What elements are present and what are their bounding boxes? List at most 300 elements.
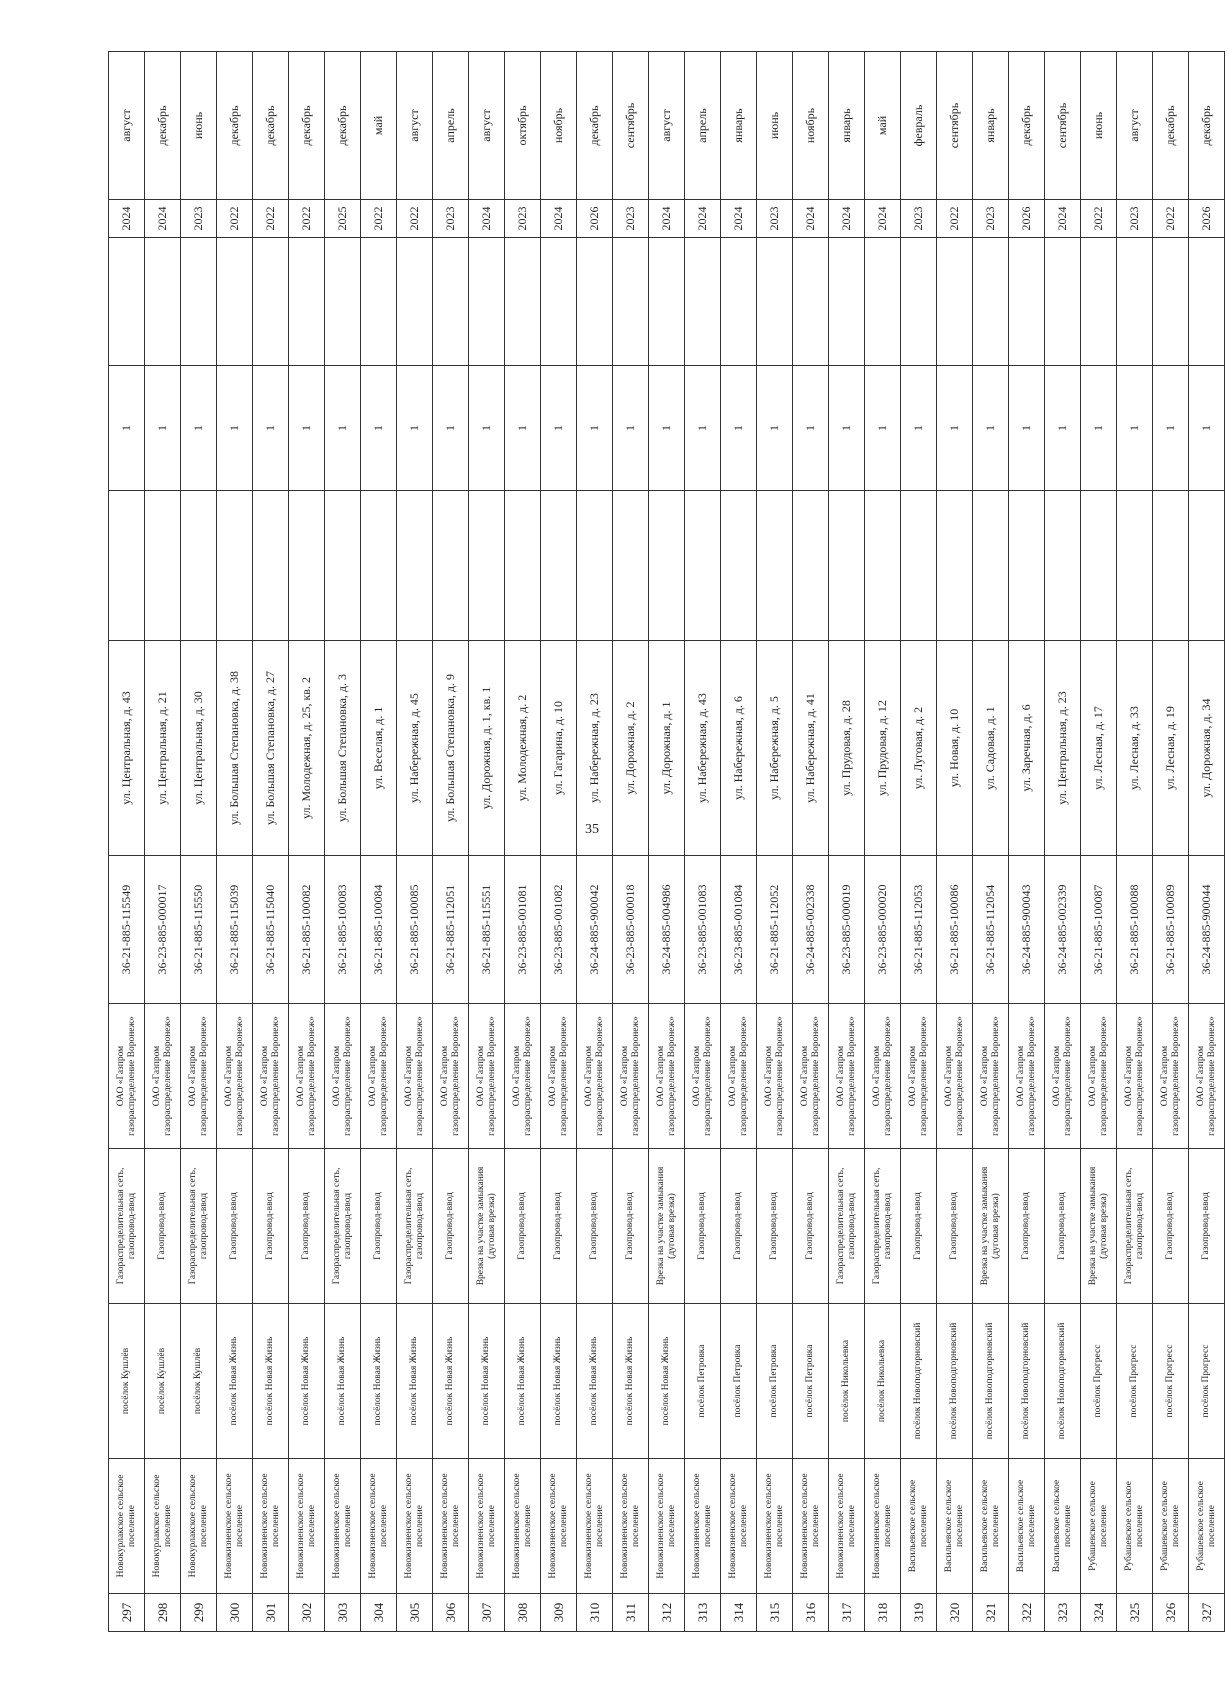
blank-cell bbox=[541, 238, 577, 366]
registry-code-cell: 36-24-885-900042 bbox=[577, 856, 613, 1004]
year-cell: 2024 bbox=[793, 200, 829, 238]
owner-cell: ОАО «Газпром газораспределение Воронеж» bbox=[577, 1004, 613, 1149]
settlement-cell: Рубашевское сельское поселение bbox=[1189, 1459, 1225, 1594]
address-cell: ул. Прудовая, д. 12 bbox=[865, 641, 901, 856]
locality-cell: посёлок Новая Жизнь bbox=[433, 1304, 469, 1459]
blank-cell bbox=[109, 491, 145, 641]
settlement-cell: Новожизненское сельское поселение bbox=[505, 1459, 541, 1594]
locality-cell: посёлок Новая Жизнь bbox=[541, 1304, 577, 1459]
blank-cell bbox=[865, 491, 901, 641]
quantity-cell: 1 bbox=[253, 366, 289, 491]
address-cell: ул. Центральная, д. 23 bbox=[1045, 641, 1081, 856]
row-number: 317 bbox=[829, 1594, 865, 1632]
quantity-cell: 1 bbox=[937, 366, 973, 491]
table-row bbox=[217, 52, 253, 1632]
registry-code-cell: 36-21-885-115550 bbox=[181, 856, 217, 1004]
blank-cell bbox=[649, 238, 685, 366]
settlement-cell: Васильевское сельское поселение bbox=[901, 1459, 937, 1594]
registry-code-cell: 36-21-885-115039 bbox=[217, 856, 253, 1004]
object-type-cell: Газопровод-ввод bbox=[289, 1149, 325, 1304]
month-cell: декабрь bbox=[289, 52, 325, 200]
table-row bbox=[577, 52, 613, 1632]
blank-cell bbox=[289, 238, 325, 366]
blank-cell bbox=[325, 491, 361, 641]
blank-cell bbox=[109, 238, 145, 366]
locality-cell: посёлок Прогресс bbox=[1081, 1304, 1117, 1459]
address-cell: ул. Молодежная, д. 25, кв. 2 bbox=[289, 641, 325, 856]
rotated-table-container bbox=[108, 52, 1228, 1632]
blank-cell bbox=[505, 238, 541, 366]
settlement-cell: Новожизненское сельское поселение bbox=[469, 1459, 505, 1594]
month-cell: июнь bbox=[757, 52, 793, 200]
quantity-cell: 1 bbox=[541, 366, 577, 491]
blank-cell bbox=[901, 238, 937, 366]
blank-cell bbox=[577, 238, 613, 366]
object-type-cell: Газораспределительная сеть, газопровод-ввод bbox=[181, 1149, 217, 1304]
month-cell: декабрь bbox=[325, 52, 361, 200]
blank-cell bbox=[649, 491, 685, 641]
quantity-cell: 1 bbox=[217, 366, 253, 491]
owner-cell: ОАО «Газпром газораспределение Воронеж» bbox=[1117, 1004, 1153, 1149]
quantity-cell: 1 bbox=[649, 366, 685, 491]
owner-cell: ОАО «Газпром газораспределение Воронеж» bbox=[685, 1004, 721, 1149]
owner-cell: ОАО «Газпром газораспределение Воронеж» bbox=[1189, 1004, 1225, 1149]
blank-cell bbox=[901, 491, 937, 641]
blank-cell bbox=[433, 491, 469, 641]
gas-connections-table bbox=[108, 51, 1225, 1632]
locality-cell: посёлок Новоподгорновский bbox=[973, 1304, 1009, 1459]
year-cell: 2024 bbox=[829, 200, 865, 238]
month-cell: декабрь bbox=[1009, 52, 1045, 200]
owner-cell: ОАО «Газпром газораспределение Воронеж» bbox=[469, 1004, 505, 1149]
blank-cell bbox=[757, 491, 793, 641]
locality-cell: посёлок Новая Жизнь bbox=[253, 1304, 289, 1459]
locality-cell: посёлок Новоподгорновский bbox=[1045, 1304, 1081, 1459]
quantity-cell: 1 bbox=[829, 366, 865, 491]
object-type-cell: Газораспределительная сеть, газопровод-ввод bbox=[829, 1149, 865, 1304]
settlement-cell: Новожизненское сельское поселение bbox=[829, 1459, 865, 1594]
settlement-cell: Новожизненское сельское поселение bbox=[253, 1459, 289, 1594]
registry-code-cell: 36-23-885-000019 bbox=[829, 856, 865, 1004]
address-cell: ул. Садовая, д. 1 bbox=[973, 641, 1009, 856]
month-cell: ноябрь bbox=[541, 52, 577, 200]
table-row bbox=[685, 52, 721, 1632]
settlement-cell: Васильевское сельское поселение bbox=[1045, 1459, 1081, 1594]
quantity-cell: 1 bbox=[973, 366, 1009, 491]
object-type-cell: Газопровод-ввод bbox=[757, 1149, 793, 1304]
locality-cell: посёлок Петровка bbox=[793, 1304, 829, 1459]
table-row bbox=[1009, 52, 1045, 1632]
year-cell: 2023 bbox=[1117, 200, 1153, 238]
owner-cell: ОАО «Газпром газораспределение Воронеж» bbox=[1045, 1004, 1081, 1149]
object-type-cell: Газораспределительная сеть, газопровод-ввод bbox=[325, 1149, 361, 1304]
registry-code-cell: 36-21-885-112051 bbox=[433, 856, 469, 1004]
object-type-cell: Газопровод-ввод bbox=[1009, 1149, 1045, 1304]
table-row bbox=[613, 52, 649, 1632]
blank-cell bbox=[577, 491, 613, 641]
blank-cell bbox=[217, 238, 253, 366]
blank-cell bbox=[1153, 491, 1189, 641]
registry-code-cell: 36-21-885-112052 bbox=[757, 856, 793, 1004]
address-cell: ул. Центральная, д. 30 bbox=[181, 641, 217, 856]
owner-cell: ОАО «Газпром газораспределение Воронеж» bbox=[613, 1004, 649, 1149]
settlement-cell: Новожизненское сельское поселение bbox=[865, 1459, 901, 1594]
blank-cell bbox=[1189, 491, 1225, 641]
address-cell: ул. Новая, д. 10 bbox=[937, 641, 973, 856]
settlement-cell: Новожизненское сельское поселение bbox=[217, 1459, 253, 1594]
table-row bbox=[433, 52, 469, 1632]
row-number: 298 bbox=[145, 1594, 181, 1632]
locality-cell: посёлок Новоподгорновский bbox=[937, 1304, 973, 1459]
blank-cell bbox=[793, 238, 829, 366]
month-cell: сентябрь bbox=[937, 52, 973, 200]
blank-cell bbox=[289, 491, 325, 641]
blank-cell bbox=[541, 491, 577, 641]
registry-code-cell: 36-21-885-115551 bbox=[469, 856, 505, 1004]
settlement-cell: Новожизненское сельское поселение bbox=[577, 1459, 613, 1594]
month-cell: декабрь bbox=[577, 52, 613, 200]
blank-cell bbox=[1045, 238, 1081, 366]
address-cell: ул. Дорожная, д. 2 bbox=[613, 641, 649, 856]
year-cell: 2023 bbox=[433, 200, 469, 238]
month-cell: февраль bbox=[901, 52, 937, 200]
quantity-cell: 1 bbox=[793, 366, 829, 491]
row-number: 323 bbox=[1045, 1594, 1081, 1632]
object-type-cell: Врезка на участке замыкания (дуговая врезка) bbox=[469, 1149, 505, 1304]
quantity-cell: 1 bbox=[145, 366, 181, 491]
table-row bbox=[469, 52, 505, 1632]
year-cell: 2024 bbox=[721, 200, 757, 238]
table-row bbox=[1117, 52, 1153, 1632]
locality-cell: посёлок Прогресс bbox=[1153, 1304, 1189, 1459]
owner-cell: ОАО «Газпром газораспределение Воронеж» bbox=[181, 1004, 217, 1149]
locality-cell: посёлок Новая Жизнь bbox=[469, 1304, 505, 1459]
row-number: 308 bbox=[505, 1594, 541, 1632]
owner-cell: ОАО «Газпром газораспределение Воронеж» bbox=[1009, 1004, 1045, 1149]
month-cell: август bbox=[469, 52, 505, 200]
owner-cell: ОАО «Газпром газораспределение Воронеж» bbox=[649, 1004, 685, 1149]
owner-cell: ОАО «Газпром газораспределение Воронеж» bbox=[901, 1004, 937, 1149]
address-cell: ул. Большая Степановка, д. 9 bbox=[433, 641, 469, 856]
blank-cell bbox=[685, 238, 721, 366]
row-number: 305 bbox=[397, 1594, 433, 1632]
locality-cell: посёлок Никольевка bbox=[865, 1304, 901, 1459]
table-row bbox=[541, 52, 577, 1632]
quantity-cell: 1 bbox=[469, 366, 505, 491]
month-cell: июнь bbox=[1081, 52, 1117, 200]
object-type-cell: Газопровод-ввод bbox=[1153, 1149, 1189, 1304]
settlement-cell: Васильевское сельское поселение bbox=[1009, 1459, 1045, 1594]
blank-cell bbox=[973, 491, 1009, 641]
blank-cell bbox=[361, 238, 397, 366]
address-cell: ул. Набережная, д. 5 bbox=[757, 641, 793, 856]
owner-cell: ОАО «Газпром газораспределение Воронеж» bbox=[361, 1004, 397, 1149]
blank-cell bbox=[1009, 491, 1045, 641]
month-cell: сентябрь bbox=[1045, 52, 1081, 200]
registry-code-cell: 36-23-885-001083 bbox=[685, 856, 721, 1004]
row-number: 319 bbox=[901, 1594, 937, 1632]
registry-code-cell: 36-21-885-100084 bbox=[361, 856, 397, 1004]
blank-cell bbox=[613, 491, 649, 641]
table-row bbox=[721, 52, 757, 1632]
owner-cell: ОАО «Газпром газораспределение Воронеж» bbox=[325, 1004, 361, 1149]
registry-code-cell: 36-23-885-000017 bbox=[145, 856, 181, 1004]
blank-cell bbox=[361, 491, 397, 641]
quantity-cell: 1 bbox=[1081, 366, 1117, 491]
blank-cell bbox=[685, 491, 721, 641]
blank-cell bbox=[1009, 238, 1045, 366]
year-cell: 2022 bbox=[1081, 200, 1117, 238]
object-type-cell: Газопровод-ввод bbox=[145, 1149, 181, 1304]
month-cell: май bbox=[361, 52, 397, 200]
locality-cell: посёлок Прогресс bbox=[1189, 1304, 1225, 1459]
quantity-cell: 1 bbox=[613, 366, 649, 491]
blank-cell bbox=[1081, 491, 1117, 641]
blank-cell bbox=[145, 491, 181, 641]
object-type-cell: Газопровод-ввод bbox=[901, 1149, 937, 1304]
object-type-cell: Газопровод-ввод bbox=[721, 1149, 757, 1304]
object-type-cell: Врезка на участке замыкания (дуговая врезка) bbox=[1081, 1149, 1117, 1304]
month-cell: январь bbox=[973, 52, 1009, 200]
owner-cell: ОАО «Газпром газораспределение Воронеж» bbox=[793, 1004, 829, 1149]
settlement-cell: Новокурлакское сельское поселение bbox=[181, 1459, 217, 1594]
object-type-cell: Врезка на участке замыкания (дуговая врезка) bbox=[973, 1149, 1009, 1304]
year-cell: 2023 bbox=[757, 200, 793, 238]
table-row bbox=[1153, 52, 1189, 1632]
year-cell: 2022 bbox=[1153, 200, 1189, 238]
quantity-cell: 1 bbox=[685, 366, 721, 491]
row-number: 299 bbox=[181, 1594, 217, 1632]
registry-code-cell: 36-21-885-115040 bbox=[253, 856, 289, 1004]
settlement-cell: Новожизненское сельское поселение bbox=[397, 1459, 433, 1594]
quantity-cell: 1 bbox=[721, 366, 757, 491]
address-cell: ул. Набережная, д. 45 bbox=[397, 641, 433, 856]
object-type-cell: Газопровод-ввод bbox=[253, 1149, 289, 1304]
object-type-cell: Газопровод-ввод bbox=[361, 1149, 397, 1304]
registry-code-cell: 36-24-885-900044 bbox=[1189, 856, 1225, 1004]
year-cell: 2022 bbox=[397, 200, 433, 238]
blank-cell bbox=[973, 238, 1009, 366]
locality-cell: посёлок Петровка bbox=[721, 1304, 757, 1459]
month-cell: ноябрь bbox=[793, 52, 829, 200]
registry-code-cell: 36-21-885-100083 bbox=[325, 856, 361, 1004]
address-cell: ул. Дорожная, д. 34 bbox=[1189, 641, 1225, 856]
owner-cell: ОАО «Газпром газораспределение Воронеж» bbox=[109, 1004, 145, 1149]
blank-cell bbox=[829, 238, 865, 366]
settlement-cell: Рубашевское сельское поселение bbox=[1117, 1459, 1153, 1594]
registry-code-cell: 36-21-885-100086 bbox=[937, 856, 973, 1004]
row-number: 300 bbox=[217, 1594, 253, 1632]
registry-code-cell: 36-24-885-004986 bbox=[649, 856, 685, 1004]
registry-code-cell: 36-24-885-900043 bbox=[1009, 856, 1045, 1004]
quantity-cell: 1 bbox=[1153, 366, 1189, 491]
owner-cell: ОАО «Газпром газораспределение Воронеж» bbox=[757, 1004, 793, 1149]
quantity-cell: 1 bbox=[325, 366, 361, 491]
blank-cell bbox=[1081, 238, 1117, 366]
year-cell: 2024 bbox=[865, 200, 901, 238]
blank-cell bbox=[217, 491, 253, 641]
row-number: 312 bbox=[649, 1594, 685, 1632]
blank-cell bbox=[145, 238, 181, 366]
blank-cell bbox=[433, 238, 469, 366]
month-cell: июнь bbox=[181, 52, 217, 200]
year-cell: 2024 bbox=[541, 200, 577, 238]
registry-code-cell: 36-21-885-115549 bbox=[109, 856, 145, 1004]
quantity-cell: 1 bbox=[109, 366, 145, 491]
address-cell: ул. Большая Степановка, д. 27 bbox=[253, 641, 289, 856]
owner-cell: ОАО «Газпром газораспределение Воронеж» bbox=[217, 1004, 253, 1149]
blank-cell bbox=[181, 491, 217, 641]
row-number: 314 bbox=[721, 1594, 757, 1632]
owner-cell: ОАО «Газпром газораспределение Воронеж» bbox=[1081, 1004, 1117, 1149]
address-cell: ул. Набережная, д. 6 bbox=[721, 641, 757, 856]
address-cell: ул. Дорожная, д. 1, кв. 1 bbox=[469, 641, 505, 856]
row-number: 322 bbox=[1009, 1594, 1045, 1632]
month-cell: август bbox=[649, 52, 685, 200]
month-cell: январь bbox=[829, 52, 865, 200]
locality-cell: посёлок Кушлёв bbox=[181, 1304, 217, 1459]
quantity-cell: 1 bbox=[1045, 366, 1081, 491]
quantity-cell: 1 bbox=[757, 366, 793, 491]
locality-cell: посёлок Новоподгорновский bbox=[1009, 1304, 1045, 1459]
month-cell: август bbox=[109, 52, 145, 200]
year-cell: 2024 bbox=[109, 200, 145, 238]
address-cell: ул. Большая Степановка, д. 38 bbox=[217, 641, 253, 856]
registry-code-cell: 36-24-885-002339 bbox=[1045, 856, 1081, 1004]
address-cell: ул. Веселая, д. 1 bbox=[361, 641, 397, 856]
address-cell: ул. Лесная, д. 19 bbox=[1153, 641, 1189, 856]
month-cell: декабрь bbox=[145, 52, 181, 200]
owner-cell: ОАО «Газпром газораспределение Воронеж» bbox=[397, 1004, 433, 1149]
table-body bbox=[109, 52, 1225, 1632]
year-cell: 2025 bbox=[325, 200, 361, 238]
blank-cell bbox=[1045, 491, 1081, 641]
blank-cell bbox=[793, 491, 829, 641]
table-row bbox=[109, 52, 145, 1632]
settlement-cell: Новожизненское сельское поселение bbox=[685, 1459, 721, 1594]
blank-cell bbox=[253, 238, 289, 366]
table-row bbox=[829, 52, 865, 1632]
object-type-cell: Газопровод-ввод bbox=[793, 1149, 829, 1304]
owner-cell: ОАО «Газпром газораспределение Воронеж» bbox=[289, 1004, 325, 1149]
object-type-cell: Газораспределительная сеть, газопровод-ввод bbox=[1117, 1149, 1153, 1304]
settlement-cell: Новожизненское сельское поселение bbox=[289, 1459, 325, 1594]
address-cell: ул. Молодежная, д. 2 bbox=[505, 641, 541, 856]
settlement-cell: Васильевское сельское поселение bbox=[937, 1459, 973, 1594]
locality-cell: посёлок Новая Жизнь bbox=[289, 1304, 325, 1459]
blank-cell bbox=[865, 238, 901, 366]
month-cell: декабрь bbox=[253, 52, 289, 200]
locality-cell: посёлок Новая Жизнь bbox=[217, 1304, 253, 1459]
object-type-cell: Газопровод-ввод bbox=[613, 1149, 649, 1304]
year-cell: 2022 bbox=[253, 200, 289, 238]
address-cell: ул. Лесная, д. 17 bbox=[1081, 641, 1117, 856]
owner-cell: ОАО «Газпром газораспределение Воронеж» bbox=[505, 1004, 541, 1149]
table-row bbox=[649, 52, 685, 1632]
row-number: 302 bbox=[289, 1594, 325, 1632]
row-number: 320 bbox=[937, 1594, 973, 1632]
year-cell: 2024 bbox=[1045, 200, 1081, 238]
table-row bbox=[253, 52, 289, 1632]
row-number: 306 bbox=[433, 1594, 469, 1632]
owner-cell: ОАО «Газпром газораспределение Воронеж» bbox=[541, 1004, 577, 1149]
blank-cell bbox=[253, 491, 289, 641]
blank-cell bbox=[937, 238, 973, 366]
table-row bbox=[937, 52, 973, 1632]
row-number: 303 bbox=[325, 1594, 361, 1632]
locality-cell: посёлок Кушлёв bbox=[109, 1304, 145, 1459]
quantity-cell: 1 bbox=[1117, 366, 1153, 491]
year-cell: 2022 bbox=[937, 200, 973, 238]
owner-cell: ОАО «Газпром газораспределение Воронеж» bbox=[937, 1004, 973, 1149]
blank-cell bbox=[397, 491, 433, 641]
row-number: 297 bbox=[109, 1594, 145, 1632]
object-type-cell: Врезка на участке замыкания (дуговая врезка) bbox=[649, 1149, 685, 1304]
object-type-cell: Газопровод-ввод bbox=[685, 1149, 721, 1304]
owner-cell: ОАО «Газпром газораспределение Воронеж» bbox=[1153, 1004, 1189, 1149]
quantity-cell: 1 bbox=[1009, 366, 1045, 491]
address-cell: ул. Дорожная, д. 1 bbox=[649, 641, 685, 856]
row-number: 316 bbox=[793, 1594, 829, 1632]
row-number: 327 bbox=[1189, 1594, 1225, 1632]
table-row bbox=[793, 52, 829, 1632]
address-cell: ул. Набережная, д. 23 bbox=[577, 641, 613, 856]
year-cell: 2026 bbox=[1189, 200, 1225, 238]
blank-cell bbox=[469, 491, 505, 641]
year-cell: 2023 bbox=[505, 200, 541, 238]
table-row bbox=[1045, 52, 1081, 1632]
row-number: 309 bbox=[541, 1594, 577, 1632]
month-cell: октябрь bbox=[505, 52, 541, 200]
locality-cell: посёлок Новая Жизнь bbox=[505, 1304, 541, 1459]
row-number: 301 bbox=[253, 1594, 289, 1632]
year-cell: 2023 bbox=[181, 200, 217, 238]
settlement-cell: Новожизненское сельское поселение bbox=[757, 1459, 793, 1594]
blank-cell bbox=[181, 238, 217, 366]
object-type-cell: Газопровод-ввод bbox=[541, 1149, 577, 1304]
registry-code-cell: 36-23-885-000018 bbox=[613, 856, 649, 1004]
object-type-cell: Газопровод-ввод bbox=[1189, 1149, 1225, 1304]
address-cell: ул. Прудовая, д. 28 bbox=[829, 641, 865, 856]
month-cell: август bbox=[1117, 52, 1153, 200]
settlement-cell: Рубашевское сельское поселение bbox=[1153, 1459, 1189, 1594]
row-number: 315 bbox=[757, 1594, 793, 1632]
object-type-cell: Газопровод-ввод bbox=[433, 1149, 469, 1304]
table-row bbox=[973, 52, 1009, 1632]
table-row bbox=[1081, 52, 1117, 1632]
year-cell: 2022 bbox=[217, 200, 253, 238]
address-cell: ул. Центральная, д. 43 bbox=[109, 641, 145, 856]
row-number: 325 bbox=[1117, 1594, 1153, 1632]
registry-code-cell: 36-21-885-112053 bbox=[901, 856, 937, 1004]
registry-code-cell: 36-21-885-100088 bbox=[1117, 856, 1153, 1004]
table-row bbox=[901, 52, 937, 1632]
table-row bbox=[397, 52, 433, 1632]
table-row bbox=[145, 52, 181, 1632]
registry-code-cell: 36-21-885-100082 bbox=[289, 856, 325, 1004]
row-number: 326 bbox=[1153, 1594, 1189, 1632]
blank-cell bbox=[397, 238, 433, 366]
table-row bbox=[181, 52, 217, 1632]
address-cell: ул. Центральная, д. 21 bbox=[145, 641, 181, 856]
address-cell: ул. Заречная, д. 6 bbox=[1009, 641, 1045, 856]
settlement-cell: Новожизненское сельское поселение bbox=[649, 1459, 685, 1594]
blank-cell bbox=[829, 491, 865, 641]
registry-code-cell: 36-23-885-001081 bbox=[505, 856, 541, 1004]
object-type-cell: Газораспределительная сеть, газопровод-ввод bbox=[397, 1149, 433, 1304]
table-row bbox=[505, 52, 541, 1632]
owner-cell: ОАО «Газпром газораспределение Воронеж» bbox=[433, 1004, 469, 1149]
